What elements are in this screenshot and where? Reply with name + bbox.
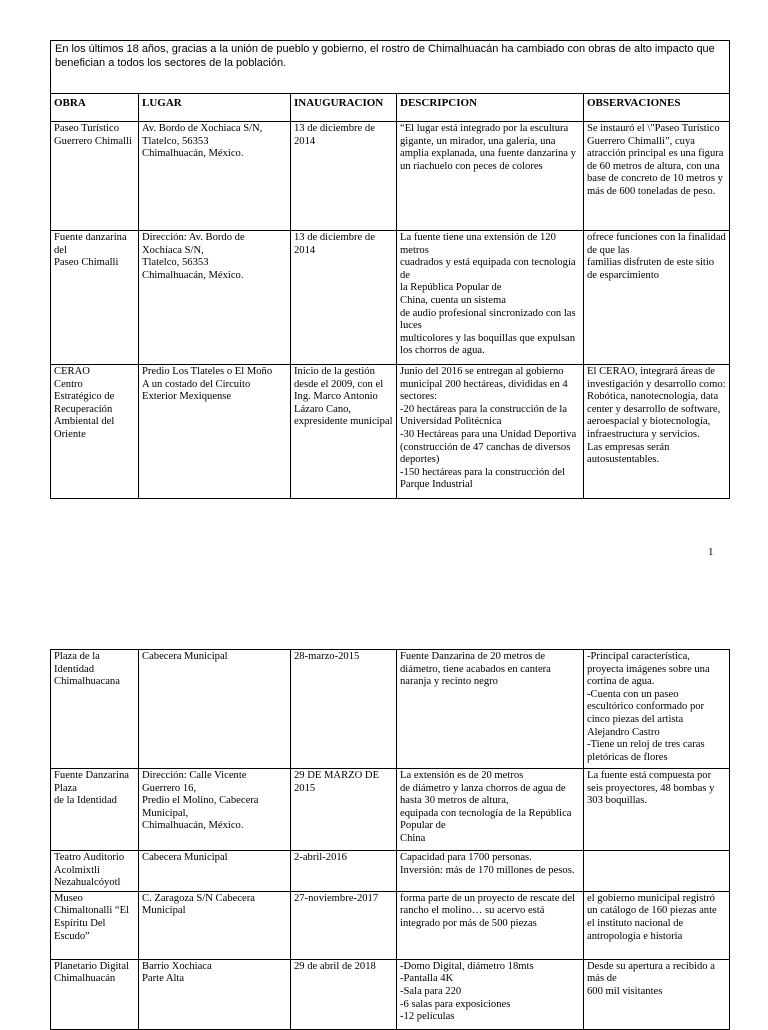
table-row <box>51 122 730 231</box>
cell-observaciones: La fuente está compuesta por seis proyectores, 48 bombas y 303 boquillas. <box>584 769 730 851</box>
cell-lugar: Av. Bordo de Xochiaca S/N, Tlatelco, 56353 Chimalhuacán, México. <box>139 122 291 231</box>
header-descripcion: DESCRIPCION <box>397 94 584 122</box>
cell-observaciones: Desde su apertura a recibido a más de 600 mil visitantes <box>584 959 730 1029</box>
table-row <box>51 851 730 892</box>
cell-obra: Plaza de la Identidad Chimalhuacana <box>51 650 139 769</box>
cell-inauguracion: 13 de diciembre de 2014 <box>291 122 397 231</box>
cell-descripcion: Fuente Danzarina de 20 metros de diámetro, tiene acabados en cantera naranja y recinto negro <box>397 650 584 769</box>
intro-row <box>51 41 730 94</box>
cell-descripcion: La fuente tiene una extensión de 120 metros cuadrados y está equipada con tecnología de la República Popular de China, cuenta un sistema de audio profesional sincronizado con las luces multicolores y las boquillas que expulsan los chorros de agua. <box>397 231 584 365</box>
cell-observaciones <box>584 851 730 892</box>
page-number: 1 <box>708 546 714 558</box>
cell-inauguracion: 29 DE MARZO DE 2015 <box>291 769 397 851</box>
cell-obra: Teatro Auditorio Acolmixtli Nezahualcóyotl <box>51 851 139 892</box>
cell-lugar: Dirección: Calle Vicente Guerrero 16, Predio el Molino, Cabecera Municipal, Chimalhuacán, México. <box>139 769 291 851</box>
cell-descripcion: La extensión es de 20 metros de diámetro y lanza chorros de agua de hasta 30 metros de altura, equipada con tecnología de la República Popular de China <box>397 769 584 851</box>
works-table-page-1 <box>50 40 730 499</box>
works-table-page-2 <box>50 649 730 1030</box>
table-row <box>51 231 730 365</box>
cell-inauguracion: 2-abril-2016 <box>291 851 397 892</box>
cell-obra: Paseo Turístico Guerrero Chimalli <box>51 122 139 231</box>
table-row <box>51 959 730 1029</box>
cell-observaciones: El CERAO, integrará áreas de investigación y desarrollo como: Robótica, nanotecnología, data center y desarrollo de software, aeroespacial y biotecnología, infraestructura y servicios. Las empresas serán autosustentables. <box>584 365 730 499</box>
cell-descripcion: Capacidad para 1700 personas. Inversión: más de 170 millones de pesos. <box>397 851 584 892</box>
cell-lugar: Dirección: Av. Bordo de Xochiaca S/N, Tlatelco, 56353 Chimalhuacán, México. <box>139 231 291 365</box>
header-inauguracion: INAUGURACION <box>291 94 397 122</box>
header-observaciones: OBSERVACIONES <box>584 94 730 122</box>
header-obra: OBRA <box>51 94 139 122</box>
table-row <box>51 769 730 851</box>
header-lugar: LUGAR <box>139 94 291 122</box>
table-row <box>51 891 730 959</box>
cell-obra: Museo Chimaltonalli “El Espíritu Del Escudo” <box>51 891 139 959</box>
cell-observaciones: ofrece funciones con la finalidad de que las familias disfruten de este sitio de esparcimiento <box>584 231 730 365</box>
cell-inauguracion: Inicio de la gestión desde el 2009, con el Ing. Marco Antonio Lázaro Cano, expresidente municipal <box>291 365 397 499</box>
intro-text: En los últimos 18 años, gracias a la unión de pueblo y gobierno, el rostro de Chimalhuacán ha cambiado con obras de alto impacto que benefician a todos los sectores de la población. <box>51 41 730 94</box>
cell-inauguracion: 29 de abril de 2018 <box>291 959 397 1029</box>
cell-lugar: Cabecera Municipal <box>139 650 291 769</box>
cell-inauguracion: 28-marzo-2015 <box>291 650 397 769</box>
cell-descripcion: “El lugar está integrado por la escultura gigante, un mirador, una galería, una amplia explanada, una fuente danzarina y un riachuelo con peces de colores <box>397 122 584 231</box>
cell-lugar: Predio Los Tlateles o El Moño A un costado del Circuito Exterior Mexiquense <box>139 365 291 499</box>
cell-obra: Fuente danzarina del Paseo Chimalli <box>51 231 139 365</box>
cell-obra: Planetario Digital Chimalhuacán <box>51 959 139 1029</box>
cell-obra: Fuente Danzarina Plaza de la Identidad <box>51 769 139 851</box>
cell-lugar: Cabecera Municipal <box>139 851 291 892</box>
cell-descripcion: -Domo Digital, diámetro 18mts -Pantalla 4K -Sala para 220 -6 salas para exposiciones -12 películas <box>397 959 584 1029</box>
table-row <box>51 365 730 499</box>
cell-obra: CERAO Centro Estratégico de Recuperación Ambiental del Oriente <box>51 365 139 499</box>
cell-observaciones: Se instauró el \"Paseo Turístico Guerrero Chimalli”, cuya atracción principal es una figura de 60 metros de altura, con una base de concreto de 10 metros y más de 600 toneladas de peso. <box>584 122 730 231</box>
cell-descripcion: forma parte de un proyecto de rescate del rancho el molino… su acervo está integrado por más de 500 piezas <box>397 891 584 959</box>
table-row <box>51 650 730 769</box>
cell-inauguracion: 27-noviembre-2017 <box>291 891 397 959</box>
header-row <box>51 94 730 122</box>
cell-observaciones: el gobierno municipal registró un catálogo de 160 piezas ante el instituto nacional de antropología e historia <box>584 891 730 959</box>
cell-inauguracion: 13 de diciembre de 2014 <box>291 231 397 365</box>
cell-lugar: C. Zaragoza S/N Cabecera Municipal <box>139 891 291 959</box>
cell-descripcion: Junio del 2016 se entregan al gobierno municipal 200 hectáreas, divididas en 4 sectores: -20 hectáreas para la construcción de la Universidad Politécnica -30 Hectáreas para una Unidad Deportiva (construcción de 47 canchas de diversos deportes) -150 hectáreas para la construcción del Parque Industrial <box>397 365 584 499</box>
cell-lugar: Barrio Xochiaca Parte Alta <box>139 959 291 1029</box>
cell-observaciones: -Principal característica, proyecta imágenes sobre una cortina de agua. -Cuenta con un paseo escultórico conformado por cinco piezas del artista Alejandro Castro -Tiene un reloj de tres caras pletóricas de flores <box>584 650 730 769</box>
